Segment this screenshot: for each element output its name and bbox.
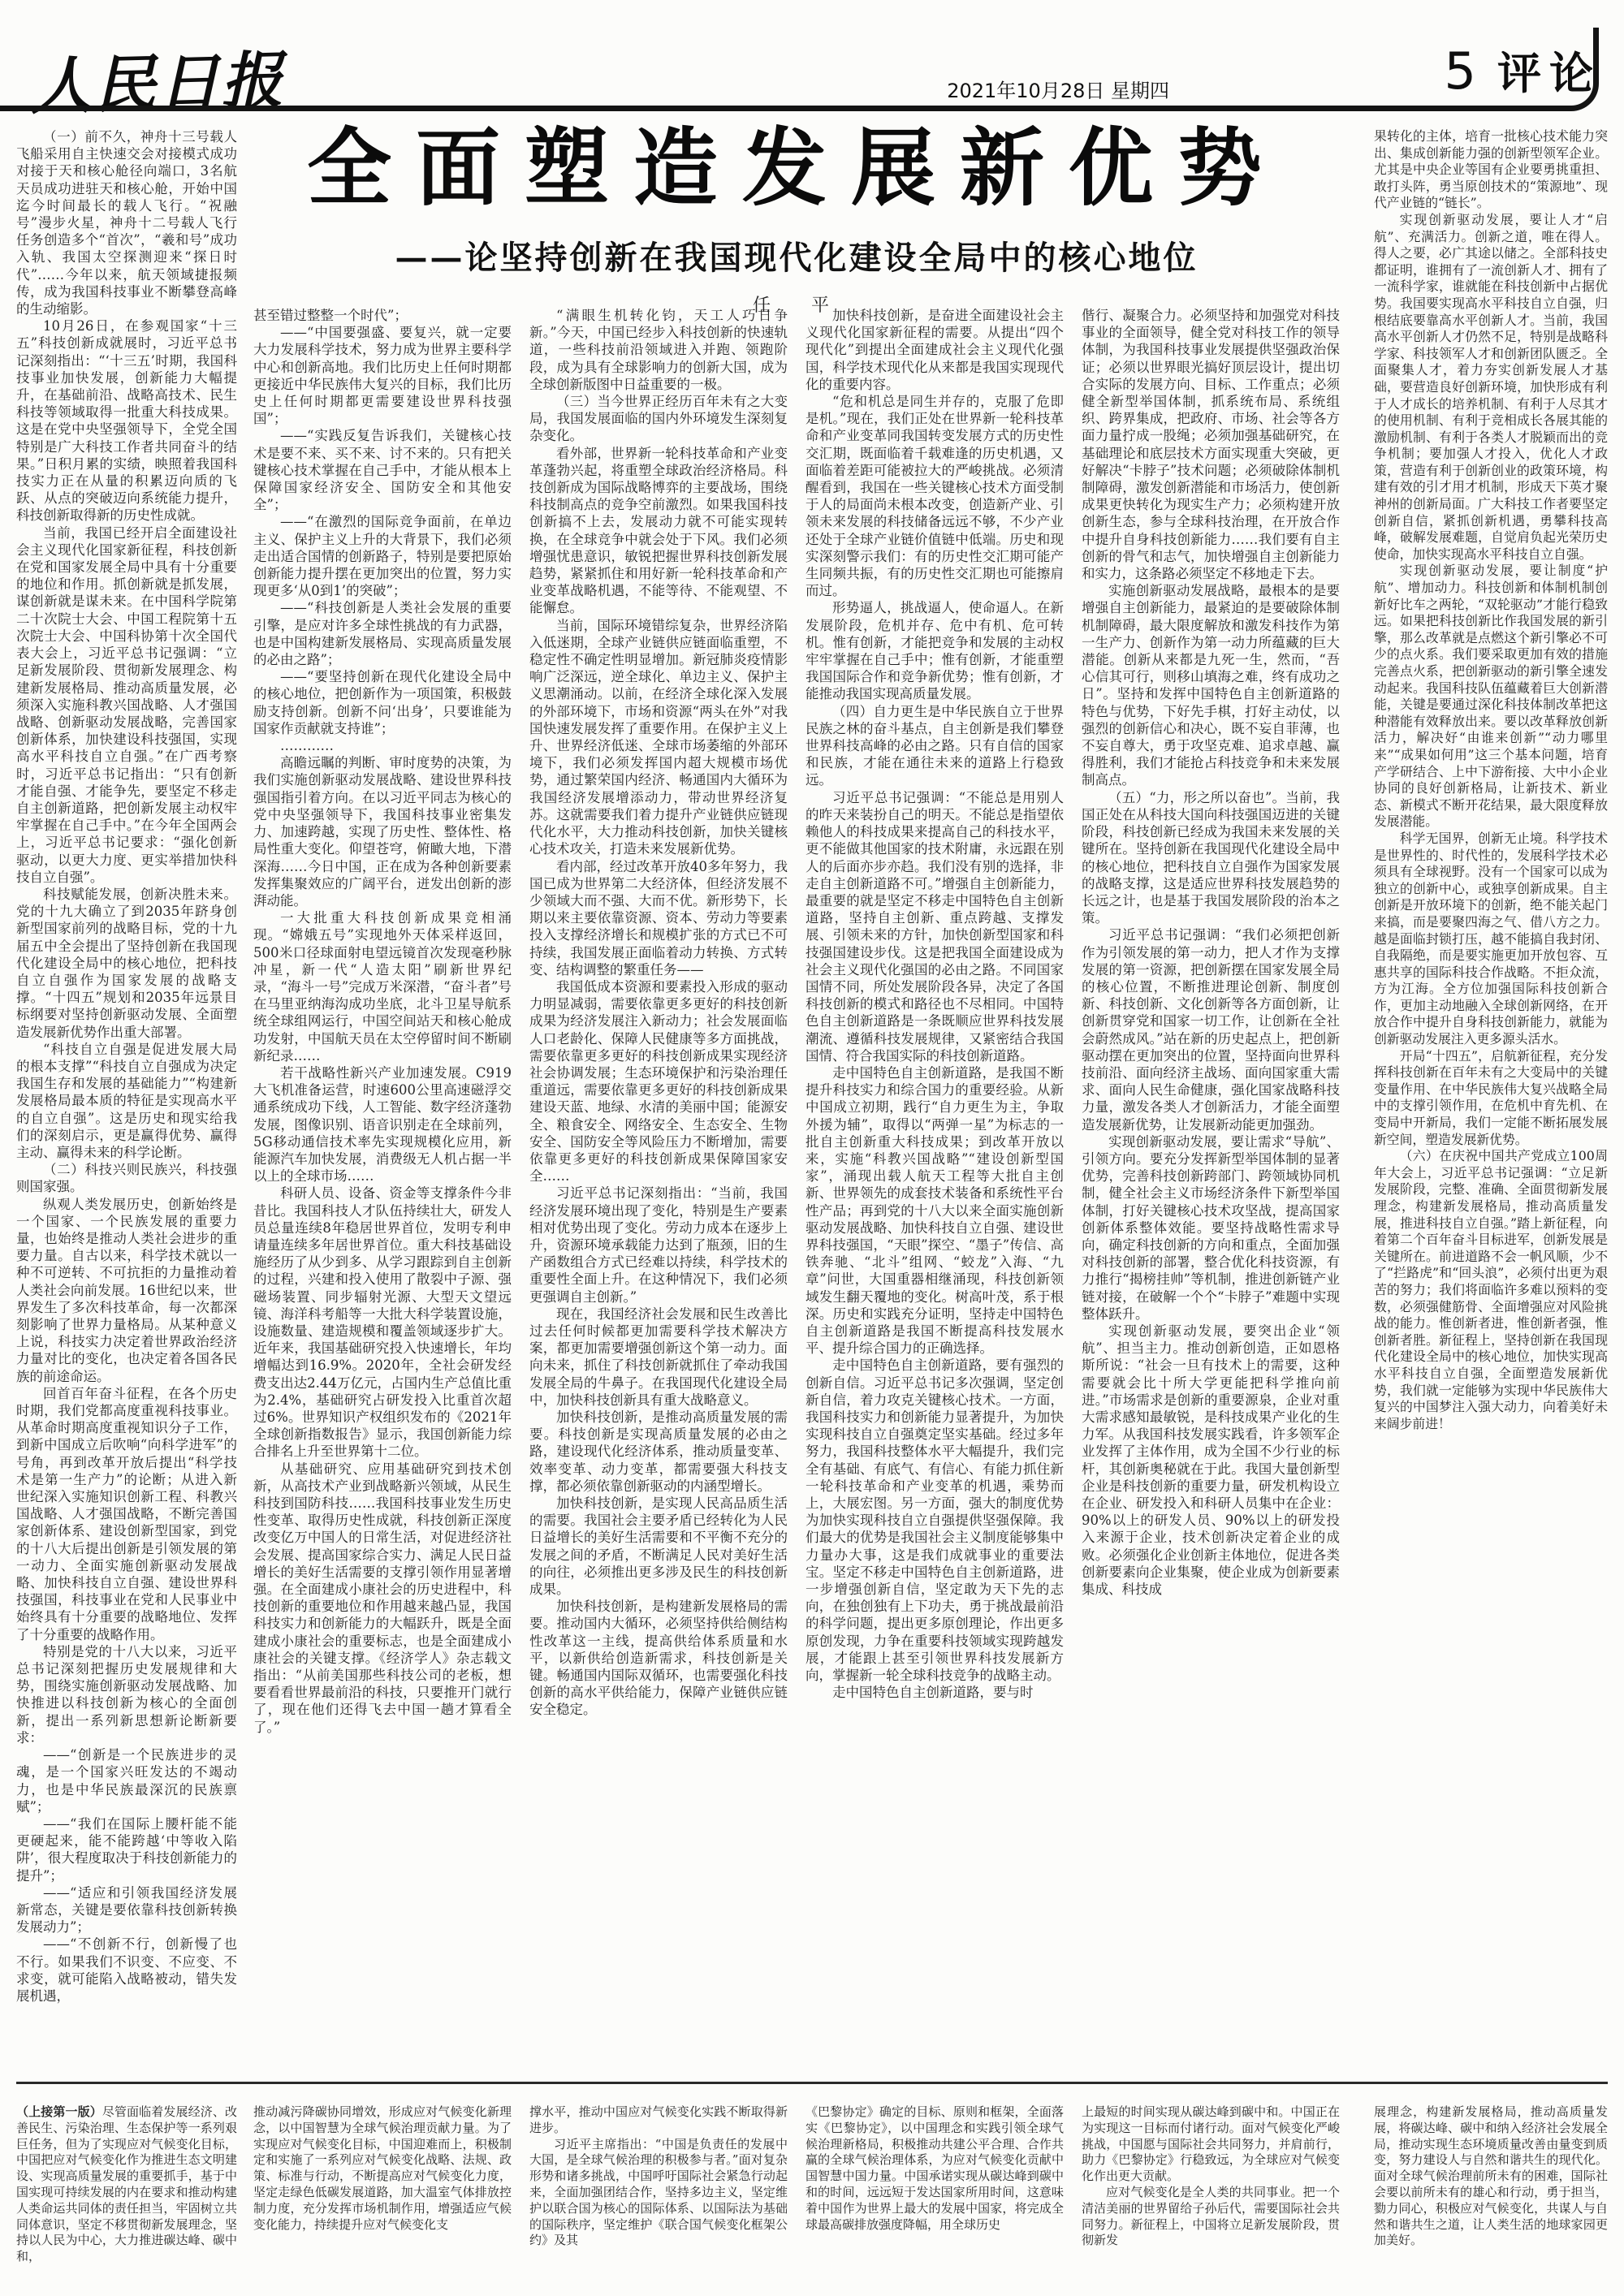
- paragraph: 特别是党的十八大以来，习近平总书记深刻把握历史发展规律和大势，围绕实施创新驱动发展战略、加快推进以科技创新为核心的全面创新，提出一系列新思想新论断新要求：: [16, 1643, 237, 1746]
- paragraph: ——“我们在国际上腰杆能不能更硬起来，能不能跨越‘中等收入陷阱’，很大程度取决于科技创新能力的提升”；: [16, 1815, 237, 1884]
- paragraph: 走中国特色自主创新道路，是我国不断提升科技实力和综合国力的重要经验。从新中国成立初期，践行“自力更生为主，争取外援为辅”，取得以“两弹一星”为标志的一批自主创新重大科技成果；到改革开放以来，实施“科教兴国战略”“建设创新型国家”，涌现出载人航天工程等大批自主创新、世界领先的成套技术装备和系统性平台性产品；再到党的十八大以来全面实施创新驱动发展战略、加快科技自立自强、建设世界科技强国，“天眼”探空、“墨子”传信、高铁奔驰、“北斗”组网、“蛟龙”入海、“九章”问世，大国重器相继涌现，科技创新领域发生翻天覆地的变化。树高叶茂，系于根深。历史和实践充分证明，坚持走中国特色自主创新道路是我国不断提高科技发展水平、提升综合国力的正确选择。: [806, 1064, 1064, 1357]
- paragraph: 习近平总书记深刻指出：“当前，我国经济发展环境出现了变化，特别是生产要素相对优势出现了变化。劳动力成本在逐步上升，资源环境承载能力达到了瓶颈，旧的生产函数组合方式已经难以持续，科学技术的重要性全面上升。在这种情况下，我们必须更强调自主创新。”: [529, 1185, 788, 1305]
- continued-article-column-4: [806, 2104, 1064, 2293]
- paragraph: 回首百年奋斗征程，在各个历史时期，我们党都高度重视科技事业。从革命时期高度重视知识分子工作，到新中国成立后吹响“向科学进军”的号角，再到改革开放后提出“科学技术是第一生产力”的论断；从进入新世纪深入实施知识创新工程、科教兴国战略、人才强国战略，不断完善国家创新体系、建设创新型国家，到党的十八大后提出创新是引领发展的第一动力、全面实施创新驱动发展战略、加快科技自立自强、建设世界科技强国，科技事业在党和人民事业中始终具有十分重要的战略地位、发挥了十分重要的战略作用。: [16, 1385, 237, 1642]
- paragraph: 纵观人类发展历史，创新始终是一个国家、一个民族发展的重要力量，也始终是推动人类社会进步的重要力量。自古以来，科学技术就以一种不可逆转、不可抗拒的力量推动着人类社会向前发展。16世纪以来，世界发生了多次科技革命，每一次都深刻影响了世界力量格局。从某种意义上说，科技实力决定着世界政治经济力量对比的变化，也决定着各国各民族的前途命运。: [16, 1196, 237, 1384]
- paragraph: 科技赋能发展，创新决胜未来。党的十九大确立了到2035年跻身创新型国家前列的战略目标，党的十九届五中全会提出了坚持创新在我国现代化建设全局中的核心地位，把科技自立自强作为国家发展的战略支撑。“十四五”规划和2035年远景目标纲要对坚持创新驱动发展、全面塑造发展新优势作出重大部署。: [16, 886, 237, 1040]
- article-column-4: [806, 307, 1064, 2074]
- article-author: 任 平: [752, 296, 840, 317]
- paragraph: “危和机总是同生并存的，克服了危即是机。”现在，我们正处在世界新一轮科技革命和产业变革同我国转变发展方式的历史性交汇期，既面临着千载难逢的历史机遇，又面临着差距可能被拉大的严峻挑战。必须清醒看到，我国在一些关键核心技术方面受制于人的局面尚未根本改变，创造新产业、引领未来发展的科技储备远远不够，不少产业还处于全球产业链价值链中低端。历史和现实深刻警示我们：有的历史性交汇期可能产生同频共振，有的历史性交汇期也可能擦肩而过。: [806, 394, 1064, 599]
- section-name: 评论: [1497, 48, 1601, 99]
- article-column-1: [16, 128, 237, 2074]
- paragraph: 从基础研究、应用基础研究到技术创新，从高技术产业到战略新兴领域，从民生科技到国防科技……我国科技事业发生历史性变革、取得历史性成就，科技创新正深度改变亿万中国人的日常生活，对促进经济社会发展、提高国家综合实力、满足人民日益增长的美好生活需要的支撑引领作用显著增强。在全面建成小康社会的历史进程中，科技创新的重要地位和作用越来越凸显，我国科技实力和创新能力的大幅跃升，既是全面建成小康社会的重要标志，也是全面建成小康社会的关键支撑。《经济学人》杂志载文指出：“从前美国那些科技公司的老板，想要看看世界最前沿的科技，只要推开门就行了，现在他们还得飞去中国一趟才算看全了。”: [253, 1461, 512, 1735]
- paragraph: 偕行、凝聚合力。必须坚持和加强党对科技事业的全面领导，健全党对科技工作的领导体制，为我国科技事业发展提供坚强政治保证；必须以世界眼光搞好顶层设计，提出切合实际的发展方向、目标、工作重点；必须健全新型举国体制，抓系统布局、系统组织、跨界集成，把政府、市场、社会等各方面力量拧成一股绳；必须加强基础研究，在基础理论和底层技术方面实现重大突破，更好解决“卡脖子”技术问题；必须破除体制机制障碍，激发创新潜能和市场活力，使创新成果更快转化为现实生产力；必须构建开放创新生态，参与全球科技治理，在开放合作中提升自身科技创新能力……我们要有自主创新的骨气和志气，加快增强自主创新能力和实力，这条路必须坚定不移地走下去。: [1082, 308, 1340, 582]
- continued-article-column-3: [529, 2104, 788, 2293]
- continued-article-column-6: [1374, 2104, 1608, 2293]
- paragraph: 《巴黎协定》确定的目标、原则和框架，全面落实《巴黎协定》，以中国理念和实践引领全球气候治理新格局，积极推动共建公平合理、合作共赢的全球气候治理体系，为应对气候变化贡献中国智慧中国力量。中国承诺实现从碳达峰到碳中和的时间，远远短于发达国家所用时间，这意味着中国作为世界上最大的发展中国家，将完成全球最高碳排放强度降幅，用全球历史: [806, 2104, 1064, 2232]
- header-rule: [0, 28, 1599, 111]
- paragraph: 加快科技创新，是奋进全面建设社会主义现代化国家新征程的需要。从提出“四个现代化”到提出全面建成社会主义现代化强国，科学技术现代化从来都是我国实现现代化的重要内容。: [806, 308, 1064, 392]
- paragraph: 当前，国际环境错综复杂，世界经济陷入低迷期，全球产业链供应链面临重塑，不稳定性不确定性明显增加。新冠肺炎疫情影响广泛深远，逆全球化、单边主义、保护主义思潮涌动。以前，在经济全球化深入发展的外部环境下，市场和资源“两头在外”对我国快速发展发挥了重要作用。在保护主义上升、世界经济低迷、全球市场萎缩的外部环境下，我们必须发挥国内超大规模市场优势，通过繁荣国内经济、畅通国内大循环为我国经济发展增添动力，带动世界经济复苏。这就需要我们着力提升产业链供应链现代化水平，大力推动科技创新，加快关键核心技术攻关，打造未来发展新优势。: [529, 617, 788, 857]
- paragraph: 实现创新驱动发展，要让需求“导航”、引领方向。要充分发挥新型举国体制的显著优势，完善科技创新跨部门、跨领域协同机制，健全社会主义市场经济条件下新型举国体制，打好关键核心技术攻坚战，提高国家创新体系整体效能。要坚持战略性需求导向，确定科技创新的方向和重点，全面加强对科技创新的部署，整合优化科技资源，有力推行“揭榜挂帅”等机制，推进创新链产业链对接，在破解一个个“卡脖子”难题中实现整体跃升。: [1082, 1133, 1340, 1322]
- paragraph: 科研人员、设备、资金等支撑条件今非昔比。我国科技人才队伍持续壮大，研发人员总量连续8年稳居世界首位，发明专利申请量连续多年居世界首位。重大科技基础设施经历了从少到多、从学习跟踪到自主创新的过程，兴建和投入使用了散裂中子源、强磁场装置、同步辐射光源、大型天文望远镜、海洋科考船等一大批大科学装置设施，设施数量、建造规模和覆盖领域逐步扩大。近年来，我国基础研究投入快速增长，年均增幅达到16.9%。2020年，全社会研发经费支出达2.44万亿元，占国内生产总值比重为2.4%，基础研究占研发投入比重首次超过6%。世界知识产权组织发布的《2021年全球创新指数报告》显示，我国创新能力综合排名上升至世界第十二位。: [253, 1185, 512, 1460]
- article-subtitle: ——论坚持创新在我国现代化建设全局中的核心地位: [395, 239, 1199, 278]
- paragraph: 现在，我国经济社会发展和民生改善比过去任何时候都更加需要科学技术解决方案，都更加需要增强创新这个第一动力。面向未来，抓住了科技创新就抓住了牵动我国发展全局的牛鼻子。在我国现代化建设全局中，加快科技创新具有重大战略意义。: [529, 1306, 788, 1408]
- paragraph: （上接第一版）尽管面临着发展经济、改善民生、污染治理、生态保护等一系列艰巨任务，但为了实现应对气候变化目标，中国把应对气候变化作为推进生态文明建设、实现高质量发展的重要抓手，基于中国实现可持续发展的内在要求和推动构建人类命运共同体的责任担当，牢固树立共同体意识，坚定不移贯彻新发展理念，坚持以人民为中心，大力推进碳达峰、碳中和，: [16, 2104, 237, 2264]
- paragraph: 实施创新驱动发展战略，最根本的是要增强自主创新能力，最紧迫的是要破除体制机制障碍，最大限度解放和激发科技作为第一生产力、创新作为第一动力所蕴藏的巨大潜能。创新从来都是九死一生，然而，“吾心信其可行，则移山填海之难，终有成功之日”。坚持和发挥中国特色自主创新道路的特色与优势，下好先手棋，打好主动仗，以强烈的创新信心和决心，既不妄自菲薄，也不妄自尊大，勇于攻坚克难、追求卓越、赢得胜利，我们才能抢占科技竞争和未来发展制高点。: [1082, 583, 1340, 788]
- masthead-date: 2021年10月28日 星期四: [947, 80, 1169, 102]
- paragraph: 我国低成本资源和要素投入形成的驱动力明显减弱，需要依靠更多更好的科技创新成果为经济发展注入新动力；社会发展面临人口老龄化、保障人民健康等多方面挑战，需要依靠更多更好的科技创新成果实现经济社会协调发展；生态环境保护和污染治理任重道远，需要依靠更多更好的科技创新成果建设天蓝、地绿、水清的美丽中国；能源安全、粮食安全、网络安全、生态安全、生物安全、国防安全等风险压力不断增加，需要依靠更多更好的科技创新成果保障国家安全……: [529, 978, 788, 1185]
- paragraph: （二）科技兴则民族兴，科技强则国家强。: [16, 1162, 237, 1195]
- paragraph: 习近平总书记强调：“我们必须把创新作为引领发展的第一动力，把人才作为支撑发展的第一资源，把创新摆在国家发展全局的核心位置，不断推进理论创新、制度创新、科技创新、文化创新等各方面创新，让创新贯穿党和国家一切工作，让创新在全社会蔚然成风。”站在新的历史起点上，把创新驱动摆在更加突出的位置，坚持面向世界科技前沿、面向经济主战场、面向国家重大需求、面向人民生命健康，强化国家战略科技力量，激发各类人才创新活力，才能全面塑造发展新优势，让发展新动能更加强劲。: [1082, 927, 1340, 1133]
- paragraph: 习近平主席指出：“中国是负责任的发展中大国，是全球气候治理的积极参与者。”面对复杂形势和诸多挑战，中国呼吁国际社会紧急行动起来，全面加强团结合作，坚持多边主义，坚定维护以联合国为核心的国际体系、以国际法为基础的国际秩序，坚定维护《联合国气候变化框架公约》及其: [529, 2136, 788, 2248]
- paragraph: ——“科技创新是人类社会发展的重要引擎，是应对许多全球性挑战的有力武器，也是中国构建新发展格局、实现高质量发展的必由之路”；: [253, 600, 512, 668]
- paragraph: 果转化的主体，培育一批核心技术能力突出、集成创新能力强的创新型领军企业。尤其是中央企业等国有企业要勇挑重担、敢打头阵，勇当原创技术的“策源地”、现代产业链的“链长”。: [1374, 128, 1608, 211]
- paragraph: 加快科技创新，是推动高质量发展的需要。科技创新是实现高质量发展的必由之路，建设现代化经济体系，推动质量变革、效率变革、动力变革，都需要强大科技支撑，都必须依靠创新驱动的内涵型增长。: [529, 1409, 788, 1494]
- paragraph: 上最短的时间实现从碳达峰到碳中和。中国正在为实现这一目标而付诸行动。面对气候变化严峻挑战，中国愿与国际社会共同努力，并肩前行，助力《巴黎协定》行稳致远，为全球应对气候变化作出更大贡献。: [1082, 2104, 1340, 2184]
- article-column-6: [1374, 128, 1608, 2074]
- paragraph: ——“不创新不行，创新慢了也不行。如果我们不识变、不应变、不求变，就可能陷入战略被动，错失发展机遇，: [16, 1936, 237, 2004]
- paragraph: ——“要坚持创新在现代化建设全局中的核心地位，把创新作为一项国策，积极鼓励支持创新。创新不问‘出身’，只要谁能为国家作贡献就支持谁”；: [253, 669, 512, 736]
- article-column-5: [1082, 307, 1340, 2074]
- paragraph: 科学无国界，创新无止境。科学技术是世界性的、时代性的，发展科学技术必须具有全球视野。没有一个国家可以成为独立的创新中心，或独享创新成果。自主创新是开放环境下的创新，绝不能关起门来搞，而是要聚四海之气、借八方之力。越是面临封锁打压，越不能搞自我封闭、自我隔绝，而是要实施更加开放包容、互惠共享的国际科技合作战略。不拒众流，方为江海。全方位加强国际科技创新合作，更加主动地融入全球创新网络，在开放合作中提升自身科技创新能力，就能为创新驱动发展注入更多源头活水。: [1374, 830, 1608, 1047]
- paragraph: 实现创新驱动发展，要突出企业“领航”、担当主力。推动创新创造，正如恩格斯所说：“社会一旦有技术上的需要，这种需要就会比十所大学更能把科学推向前进。”市场需求是创新的重要源泉，企业对重大需求感知最敏锐，是科技成果产业化的生力军。从我国科技发展实践看，许多领军企业发挥了主体作用，成为全国不少行业的标杆，其创新奥秘就在于此。我国大量创新型企业是科技创新的重要力量，研发机构设立在企业、研发投入和科研人员集中在企业：90%以上的研发人员、90%以上的研发投入来源于企业，技术创新决定着企业的成败。必须强化企业创新主体地位，促进各类创新要素向企业集聚，使企业成为创新要素集成、科技成: [1082, 1323, 1340, 1598]
- paragraph: 撑水平，推动中国应对气候变化实践不断取得新进步。: [529, 2104, 788, 2135]
- paragraph: 展理念，构建新发展格局，推动高质量发展，将碳达峰、碳中和纳入经济社会发展全局，推动实现生态环境质量改善由量变到质变，努力建设人与自然和谐共生的现代化。面对全球气候治理前所未有的困难，国际社会要以前所未有的雄心和行动，勇于担当，勠力同心，积极应对气候变化，共谋人与自然和谐共生之道，让人类生活的地球家园更加美好。: [1374, 2104, 1608, 2248]
- paragraph: 10月26日，在参观国家“十三五”科技创新成就展时，习近平总书记深刻指出：“‘十三五’时期，我国科技事业加快发展，创新能力大幅提升，在基础前沿、战略高技术、民生科技等领域取得一批重大科技成果。这是在党中央坚强领导下，全党全国特别是广大科技工作者共同奋斗的结果。”日积月累的实绩，映照着我国科技实力正在从量的积累迈向质的飞跃、从点的突破迈向系统能力提升，科技创新取得新的历史性成就。: [16, 318, 237, 524]
- paragraph: 开局“十四五”，启航新征程，充分发挥科技创新在百年未有之大变局中的关键变量作用、在中华民族伟大复兴战略全局中的支撑引领作用，在危机中育先机、在变局中开新局，我们一定能不断拓展发展新空间，塑造发展新优势。: [1374, 1047, 1608, 1147]
- paragraph: “满眼生机转化钧，天工人巧日争新。”今天，中国已经步入科技创新的快速轨道，一些科技前沿领域进入并跑、领跑阶段，成为具有全球影响力的创新大国，成为全球创新版图中日益重要的一极。: [529, 308, 788, 392]
- paragraph: ——“创新是一个民族进步的灵魂，是一个国家兴旺发达的不竭动力，也是中华民族最深沉的民族禀赋”；: [16, 1747, 237, 1815]
- paragraph: 走中国特色自主创新道路，要有强烈的创新自信。习近平总书记多次强调，坚定创新自信，着力攻克关键核心技术。一方面，我国科技实力和创新能力显著提升，为加快实现科技自立自强奠定坚实基础。经过多年努力，我国科技整体水平大幅提升，我们完全有基础、有底气、有信心、有能力抓住新一轮科技革命和产业变革的机遇，乘势而上，大展宏图。另一方面，强大的制度优势为加快实现科技自立自强提供坚强保障。我们最大的优势是我国社会主义制度能够集中力量办大事，这是我们成就事业的重要法宝。坚定不移走中国特色自主创新道路，进一步增强创新自信，坚定敢为天下先的志向，在独创独有上下功夫，勇于挑战最前沿的科学问题，提出更多原创理论，作出更多原创发现，力争在重要科技领域实现跨越发展，才能跟上甚至引领世界科技发展新方向，掌握新一轮全球科技竞争的战略主动。: [806, 1357, 1064, 1684]
- paragraph: “科技自立自强是促进发展大局的根本支撑”“科技自立自强成为决定我国生存和发展的基础能力”“构建新发展格局最本质的特征是实现高水平的自立自强”。这是历史和现实给我们的深刻启示，更是赢得优势、赢得主动、赢得未来的科学论断。: [16, 1041, 237, 1160]
- paragraph: 形势逼人，挑战逼人，使命逼人。在新发展阶段，危机并存、危中有机、危可转机。惟有创新，才能把竞争和发展的主动权牢牢掌握在自己手中；惟有创新，才能重塑我国国际合作和竞争新优势；惟有创新，才能推动我国实现高质量发展。: [806, 600, 1064, 702]
- paragraph: ——“适应和引领我国经济发展新常态，关键是要依靠科技创新转换发展动力”；: [16, 1884, 237, 1936]
- paragraph: 加快科技创新，是实现人民高品质生活的需要。我国社会主要矛盾已经转化为人民日益增长的美好生活需要和不平衡不充分的发展之间的矛盾，不断满足人民对美好生活的向往，必须推出更多涉及民生的科技创新成果。: [529, 1495, 788, 1598]
- paragraph: ——“实践反复告诉我们，关键核心技术是要不来、买不来、讨不来的。只有把关键核心技术掌握在自己手中，才能从根本上保障国家经济安全、国防安全和其他安全”；: [253, 428, 512, 513]
- page-corner: [1445, 39, 1601, 101]
- paragraph: 若干战略性新兴产业加速发展。C919大飞机准备运营，时速600公里高速磁浮交通系统成功下线，人工智能、数字经济蓬勃发展，图像识别、语音识别走在全球前列，5G移动通信技术率先实现规模化应用，新能源汽车加快发展，消费级无人机占据一半以上的全球市场……: [253, 1064, 512, 1185]
- paragraph: （五）“力，形之所以奋也”。当前，我国正处在从科技大国向科技强国迈进的关键阶段，科技创新已经成为我国未来发展的关键所在。坚持创新在我国现代化建设全局中的核心地位，把科技自立自强作为国家发展的战略支撑，这是适应世界科技发展趋势的长远之计，也是基于我国发展阶段的治本之策。: [1082, 789, 1340, 926]
- paragraph: 高瞻远瞩的判断、审时度势的决策，为我们实施创新驱动发展战略、建设世界科技强国指引着方向。在以习近平同志为核心的党中央坚强领导下，我国科技事业密集发力、加速跨越，实现了历史性、整体性、格局性重大变化。仰望苍穹，俯瞰大地，下潜深海……今日中国，正在成为各种创新要素发挥集聚效应的广阔平台，迸发出创新的澎湃动能。: [253, 755, 512, 908]
- paragraph: （四）自力更生是中华民族自立于世界民族之林的奋斗基点，自主创新是我们攀登世界科技高峰的必由之路。只有自信的国家和民族，才能在通往未来的道路上行稳致远。: [806, 703, 1064, 788]
- paragraph: 一大批重大科技创新成果竞相涌现。“嫦娥五号”实现地外天体采样返回，500米口径球面射电望远镜首次发现毫秒脉冲星，新一代“人造太阳”刷新世界纪录，“海斗一号”完成万米深潜，“奋斗者”号在马里亚纳海沟成功坐底，北斗卫星导航系统全球组网运行，中国空间站天和核心舱成功发射，中国航天员在太空停留时间不断刷新纪录……: [253, 910, 512, 1064]
- paragraph: 推动减污降碳协同增效，形成应对气候变化新理念，以中国智慧为全球气候治理贡献力量。为了实现应对气候变化目标，中国迎难而上，积极制定和实施了一系列应对气候变化战略、法规、政策、标准与行动，不断提高应对气候变化力度，坚定走绿色低碳发展道路，加大温室气体排放控制力度，充分发挥市场机制作用，增强适应气候变化能力，持续提升应对气候变化支: [253, 2104, 512, 2232]
- paragraph: 走中国特色自主创新道路，要与时: [832, 1685, 1034, 1701]
- paragraph: 实现创新驱动发展，要让人才“启航”、充满活力。创新之道，唯在得人。得人之要，必广其途以储之。全部科技史都证明，谁拥有了一流创新人才、拥有了一流科学家，谁就能在科技创新中占据优势。我国要实现高水平科技自立自强，归根结底要靠高水平创新人才。当前，我国高水平创新人才仍然不足，特别是战略科学家、科技领军人才和创新团队匮乏。全面聚集人才，着力夯实创新发展人才基础，要营造良好创新环境，加快形成有利于人才成长的培养机制、有利于人尽其才的使用机制、有利于竞相成长各展其能的激励机制、有利于各类人才脱颖而出的竞争机制；要加强人才投入，优化人才政策，营造有利于创新创业的政策环境，构建有效的引才用才机制，形成天下英才聚神州的创新局面。广大科技工作者要坚定创新自信，紧抓创新机遇，勇攀科技高峰，破解发展难题，自觉肩负起光荣历史使命，加快实现高水平科技自立自强。: [1374, 211, 1608, 562]
- section-divider: [16, 2082, 1608, 2084]
- lead-in-label: （上接第一版）: [16, 2104, 102, 2119]
- masthead-logo: 人民日报: [30, 43, 286, 123]
- continued-article-column-5: [1082, 2104, 1340, 2293]
- paragraph: 当前，我国已经开启全面建设社会主义现代化国家新征程，科技创新在党和国家发展全局中具有十分重要的地位和作用。抓创新就是抓发展，谋创新就是谋未来。在中国科学院第二十次院士大会、中国工程院第十五次院士大会、中国科协第十次全国代表大会上，习近平总书记强调：“立足新发展阶段、贯彻新发展理念、构建新发展格局、推动高质量发展，必须深入实施科教兴国战略、人才强国战略、创新驱动发展战略，完善国家创新体系，加快建设科技强国，实现高水平科技自立自强。”在广西考察时，习近平总书记指出：“只有创新才能自强、才能争先，要坚定不移走自主创新道路，把创新发展主动权牢牢掌握在自己手中。”在今年全国两会上，习近平总书记要求：“强化创新驱动，以更大力度、更实举措加快科技自立自强”。: [16, 524, 237, 885]
- paragraph: …………: [280, 738, 334, 754]
- paragraph: 实现创新驱动发展，要让制度“护航”、增加动力。科技创新和体制机制创新好比车之两轮，“双轮驱动”才能行稳致远。如果把科技创新比作我国发展的新引擎，那么改革就是点燃这个新引擎必不可少的点火系。我们要采取更加有效的措施完善点火系，把创新驱动的新引擎全速发动起来。我国科技队伍蕴藏着巨大创新潜能，关键是要通过深化科技体制改革把这种潜能有效释放出来。要以改革释放创新活力，解决好“由谁来创新”“动力哪里来”“成果如何用”这三个基本问题，培育产学研结合、上中下游衔接、大中小企业协同的良好创新格局，让新技术、新业态、新模式不断开花结果，最大限度释放发展潜能。: [1374, 563, 1608, 830]
- paragraph: 应对气候变化是全人类的共同事业。把一个清洁美丽的世界留给子孙后代，需要国际社会共同努力。新征程上，中国将立足新发展阶段，贯彻新发: [1082, 2184, 1340, 2248]
- paragraph: ——“在激烈的国际竞争面前，在单边主义、保护主义上升的大背景下，我们必须走出适合国情的创新路子，特别是要把原始创新能力提升摆在更加突出的位置，努力实现更多‘从0到1’的突破”；: [253, 514, 512, 599]
- article-column-3: [529, 307, 788, 2074]
- paragraph: 甚至错过整整一个时代”；: [253, 308, 408, 323]
- paragraph: 看外部，世界新一轮科技革命和产业变革蓬勃兴起，将重塑全球政治经济格局。科技创新成为国际战略博弈的主要战场，围绕科技制高点的竞争空前激烈。如果我国科技创新搞不上去，发展动力就不可能实现转换，在全球竞争中就会处于下风。我们必须增强忧患意识，敏锐把握世界科技创新发展趋势，紧紧抓住和用好新一轮科技革命和产业变革战略机遇，不能等待、不能观望、不能懈怠。: [529, 445, 788, 616]
- article-column-2: [253, 307, 512, 2074]
- continued-article-column-1: [16, 2104, 237, 2293]
- paragraph: （六）在庆祝中国共产党成立100周年大会上，习近平总书记强调：“立足新发展阶段，完整、准确、全面贯彻新发展理念，构建新发展格局，推动高质量发展，推进科技自立自强。”踏上新征程，向着第二个百年奋斗目标进军，创新发展是关键所在。前进道路不会一帆风顺，少不了“拦路虎”和“回头浪”，必须付出更为艰苦的努力；我们将面临许多难以预料的变数，必须强健筋骨、全面增强应对风险挑战的能力。惟创新者进，惟创新者强，惟创新者胜。新征程上，坚持创新在我国现代化建设全局中的核心地位，加快实现高水平科技自立自强，全面塑造发展新优势，我们就一定能够为实现中华民族伟大复兴的中国梦注入强大动力，向着美好未来阔步前进！: [1374, 1148, 1608, 1431]
- paragraph: （三）当今世界正经历百年未有之大变局，我国发展面临的国内外环境发生深刻复杂变化。: [529, 394, 788, 444]
- paragraph: 习近平总书记强调：“不能总是用别人的昨天来装扮自己的明天。不能总是指望依赖他人的科技成果来提高自己的科技水平，更不能做其他国家的技术附庸，永远跟在别人的后面亦步亦趋。我们没有别的选择，非走自主创新道路不可。”增强自主创新能力，最重要的就是坚定不移走中国特色自主创新道路，坚持自主创新、重点跨越、支撑发展、引领未来的方针，加快创新型国家和科技强国建设步伐。这是把我国全面建设成为社会主义现代化强国的必由之路。不同国家国情不同，所处发展阶段各异，决定了各国科技创新的模式和路径也不尽相同。中国特色自主创新道路是一条既顺应世界科技发展潮流、遵循科技发展规律，又紧密结合我国国情、符合我国实际的科技创新道路。: [806, 789, 1064, 1064]
- paragraph: 加快科技创新，是构建新发展格局的需要。推动国内大循环，必须坚持供给侧结构性改革这一主线，提高供给体系质量和水平，以新供给创造新需求，科技创新是关键。畅通国内国际双循环，也需要强化科技创新的高水平供给能力，保障产业链供应链安全稳定。: [529, 1599, 788, 1718]
- article-headline: 全面塑造发展新优势: [306, 118, 1286, 218]
- continued-article-column-2: [253, 2104, 512, 2293]
- page-number: 5: [1444, 41, 1476, 101]
- paragraph: ——“中国要强盛、要复兴，就一定要大力发展科学技术，努力成为世界主要科学中心和创新高地。我们比历史上任何时期都更接近中华民族伟大复兴的目标，我们比历史上任何时期都更需要建设世界科技强国”；: [253, 325, 512, 427]
- paragraph: （一）前不久，神舟十三号载人飞船采用自主快速交会对接模式成功对接于天和核心舱径向端口，3名航天员成功进驻天和核心舱，开始中国迄今时间最长的载人飞行。“祝融号”漫步火星，神舟十二号载人飞行任务创造多个“首次”，“羲和号”成功入轨、我国太空探测迎来“探日时代”……今年以来，航天领域捷报频传，成为我国科技事业不断攀登高峰的生动缩影。: [16, 129, 237, 317]
- paragraph: 看内部，经过改革开放40多年努力，我国已成为世界第二大经济体，但经济发展不少领域大而不强、大而不优。新形势下，长期以来主要依靠资源、资本、劳动力等要素投入支撑经济增长和规模扩张的方式已不可持续，我国发展正面临着动力转换、方式转变、结构调整的繁重任务——: [529, 858, 788, 978]
